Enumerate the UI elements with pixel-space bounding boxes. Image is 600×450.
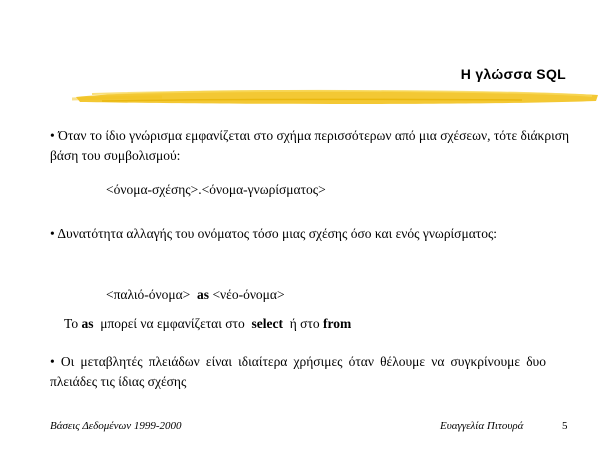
slide-title: Η γλώσσα SQL bbox=[460, 66, 566, 82]
footer-author: Ευαγγελία Πιτουρά bbox=[440, 420, 524, 432]
as-usage-note bbox=[64, 314, 564, 334]
as-keyword: as bbox=[197, 287, 210, 302]
new-name: <νέο-όνομα> bbox=[212, 287, 285, 302]
note-middle: μπορεί να εμφανίζεται στο bbox=[100, 316, 245, 331]
note-or: ή στο bbox=[289, 316, 320, 331]
bullet-same-attribute: • Όταν το ίδιο γνώρισμα εμφανίζεται στο σχήμα περισσότερων από μια σχέσεων, τότε διάκριση βάση του συμβολισμού: bbox=[50, 128, 570, 163]
note-as-keyword: as bbox=[81, 316, 94, 331]
note-select-keyword: select bbox=[251, 316, 283, 331]
qualified-name-syntax: <όνομα-σχέσης>.<όνομα-γνωρίσματος> bbox=[106, 182, 326, 197]
old-name: <παλιό-όνομα> bbox=[106, 287, 191, 302]
page-number: 5 bbox=[562, 420, 568, 432]
rename-syntax bbox=[106, 285, 566, 305]
note-prefix: Το bbox=[64, 316, 79, 331]
footer-course: Βάσεις Δεδομένων 1999-2000 bbox=[50, 420, 182, 432]
note-from-keyword: from bbox=[322, 316, 352, 331]
title-brush-stroke bbox=[72, 84, 600, 108]
bullet-rename: • Δυνατότητα αλλαγής του ονόματος τόσο μιας σχέσης όσο και ενός γνωρίσματος: bbox=[50, 226, 498, 241]
bullet-tuple-variables: • Οι μεταβλητές πλειάδων είναι ιδιαίτερα χρήσιμες όταν θέλουμε να συγκρίνουμε δυο πλειάδες τις ίδιας σχέσης bbox=[50, 354, 546, 389]
